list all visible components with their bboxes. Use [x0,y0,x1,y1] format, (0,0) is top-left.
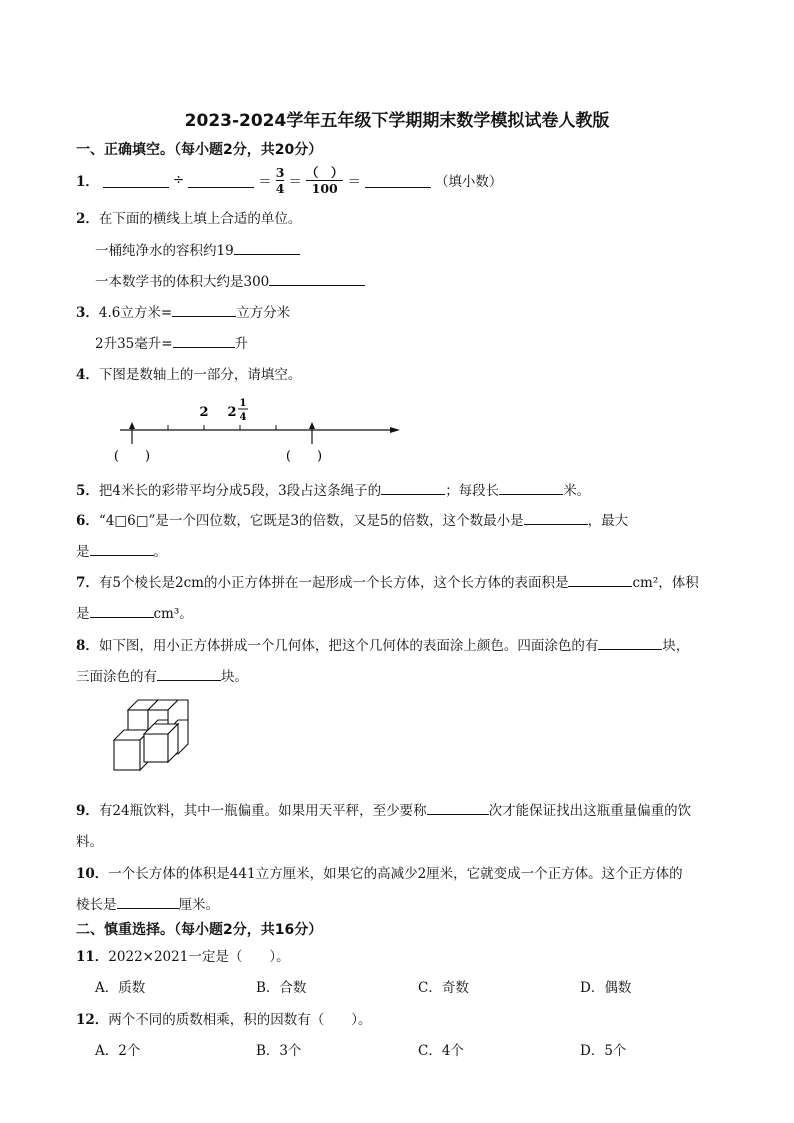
question-text: 料。 [76,834,103,850]
question-9-line-1 [76,799,691,819]
arrow-up-icon [309,422,315,429]
divide-sign: ÷ [172,172,185,188]
answer-blank[interactable] [598,635,662,650]
section-1-heading: 一、正确填空。（每小题2分，共20分） [76,142,323,158]
numerator: 3 [275,164,285,180]
denominator: 100 [311,180,338,196]
answer-blank[interactable] [90,603,154,618]
question-text: 有5个棱长是2cm的小正方体拼在一起形成一个长方体，这个长方体的表面积是 [98,575,569,591]
question-3-line-2 [95,332,248,352]
instruction-note: （填小数） [434,174,503,190]
question-number: 12． [76,1012,109,1028]
unit-text: 升 [234,336,249,352]
question-text: 把4米长的彩带平均分成5段，3段占这条绳子的 [98,483,382,499]
tick-label-mixed-whole: 2 [227,405,237,420]
question-2 [76,207,301,227]
answer-paren-right: ( ) [285,449,323,464]
option-d[interactable]: D．5个 [580,1043,627,1059]
question-number: 4． [76,367,99,383]
question-8-line-2 [76,665,248,685]
page-title: 2023-2024学年五年级下学期期末数学模拟试卷人教版 [184,111,610,131]
answer-paren-left: ( ) [113,449,151,464]
line-text: 2升35毫升= [95,336,173,352]
answer-blank[interactable] [365,173,431,188]
answer-blank[interactable] [173,333,235,348]
answer-blank[interactable] [381,480,445,495]
question-1 [76,165,502,195]
question-text: 两个不同的质数相乘，积的因数有（ ）。 [108,1012,372,1028]
answer-blank[interactable] [157,666,221,681]
fraction-over-100 [306,165,344,196]
question-text: ，最大 [587,513,629,529]
option-c[interactable]: C．奇数 [418,980,469,996]
arrow-up-icon [129,422,135,429]
question-6-line-2 [76,540,167,560]
question-number: 10． [76,866,109,882]
question-text: 米。 [563,483,591,499]
axis-arrow-icon [390,427,400,433]
answer-blank[interactable] [172,302,236,317]
answer-blank[interactable] [103,173,169,188]
cube-front [114,740,140,770]
question-text: 厘米。 [178,897,219,913]
question-text: 。 [153,544,167,560]
line-text: 一桶纯净水的容积约19 [95,243,234,259]
section-2-heading: 二、慎重选择。（每小题2分，共16分） [76,922,323,938]
question-4 [76,363,301,383]
numerator-blank[interactable]: （ ） [305,164,344,180]
question-text: 三面涂色的有 [76,669,157,685]
tick-label-mixed-denominator: 4 [239,412,247,423]
answer-blank[interactable] [427,800,489,815]
question-12 [76,1008,372,1028]
question-number: 11． [76,949,109,965]
answer-blank[interactable] [568,572,632,587]
question-text: 是 [76,606,90,622]
answer-blank[interactable] [234,240,300,255]
tick-label-2: 2 [199,405,209,420]
question-text: 块。 [221,669,248,685]
question-number: 8． [76,638,99,654]
question-text: 块， [662,638,690,654]
question-number: 2． [76,211,99,227]
option-b[interactable]: B．3个 [256,1043,302,1059]
option-b[interactable]: B．合数 [256,980,307,996]
question-text: 棱长是 [76,897,117,913]
question-text: 在下面的横线上填上合适的单位。 [98,211,302,227]
question-text: 2022×2021一定是（ ）。 [108,949,290,965]
question-text: 下图是数轴上的一部分，请填空。 [98,367,302,383]
question-number: 6． [76,513,99,529]
question-text: 次才能保证找出这瓶重量偏重的饮 [488,803,692,819]
question-text: “4□6□”是一个四位数，它既是3的倍数，又是5的倍数，这个数最小是 [98,513,524,529]
option-a[interactable]: A．2个 [95,1043,141,1059]
question-7-line-1 [76,571,699,591]
question-6-line-1 [76,509,628,529]
equals-sign: ＝ [258,174,272,190]
question-10-line-1 [76,862,683,882]
cube-stack-figure [108,696,194,778]
line-text: 4.6立方米= [98,305,173,321]
question-2-line-2 [95,270,365,290]
fraction-three-quarters [276,165,285,196]
question-number: 3． [76,305,99,321]
question-9-line-2 [76,830,103,850]
answer-blank[interactable] [117,894,179,909]
option-c[interactable]: C．4个 [418,1043,464,1059]
question-text: 一个长方体的体积是441立方厘米，如果它的高减少2厘米，它就变成一个正方体。这个正方体的 [108,866,683,882]
answer-blank[interactable] [524,510,588,525]
question-text: ；每段长 [445,483,500,499]
denominator: 4 [275,180,285,196]
answer-blank[interactable] [90,541,154,556]
question-11 [76,945,290,965]
answer-blank[interactable] [269,271,365,286]
line-text: 一本数学书的体积大约是300 [95,274,270,290]
equals-sign: ＝ [347,174,361,190]
question-8-line-1 [76,634,689,654]
question-5 [76,479,590,499]
answer-blank[interactable] [188,173,254,188]
question-text: 有24瓶饮料，其中一瓶偏重。如果用天平秤，至少要称 [98,803,427,819]
question-3-line-1 [76,301,290,321]
question-number: 5． [76,483,99,499]
option-d[interactable]: D．偶数 [580,980,632,996]
question-7-line-2 [76,602,193,622]
question-text: 是 [76,544,90,560]
unit-text: 立方分米 [236,305,291,321]
question-2-line-1 [95,239,300,259]
number-line-figure [108,392,408,468]
question-text: 如下图，用小正方体拼成一个几何体，把这个几何体的表面涂上颜色。四面涂色的有 [98,638,599,654]
question-number: 9． [76,803,99,819]
equals-sign: ＝ [288,174,302,190]
tick-label-mixed-numerator: 1 [239,398,247,409]
question-number: 7． [76,575,99,591]
question-10-line-2 [76,893,219,913]
answer-blank[interactable] [499,480,563,495]
question-number: 1． [76,174,99,190]
question-text: cm²，体积 [632,575,699,591]
option-a[interactable]: A．质数 [95,980,146,996]
question-text: cm³。 [153,606,193,622]
